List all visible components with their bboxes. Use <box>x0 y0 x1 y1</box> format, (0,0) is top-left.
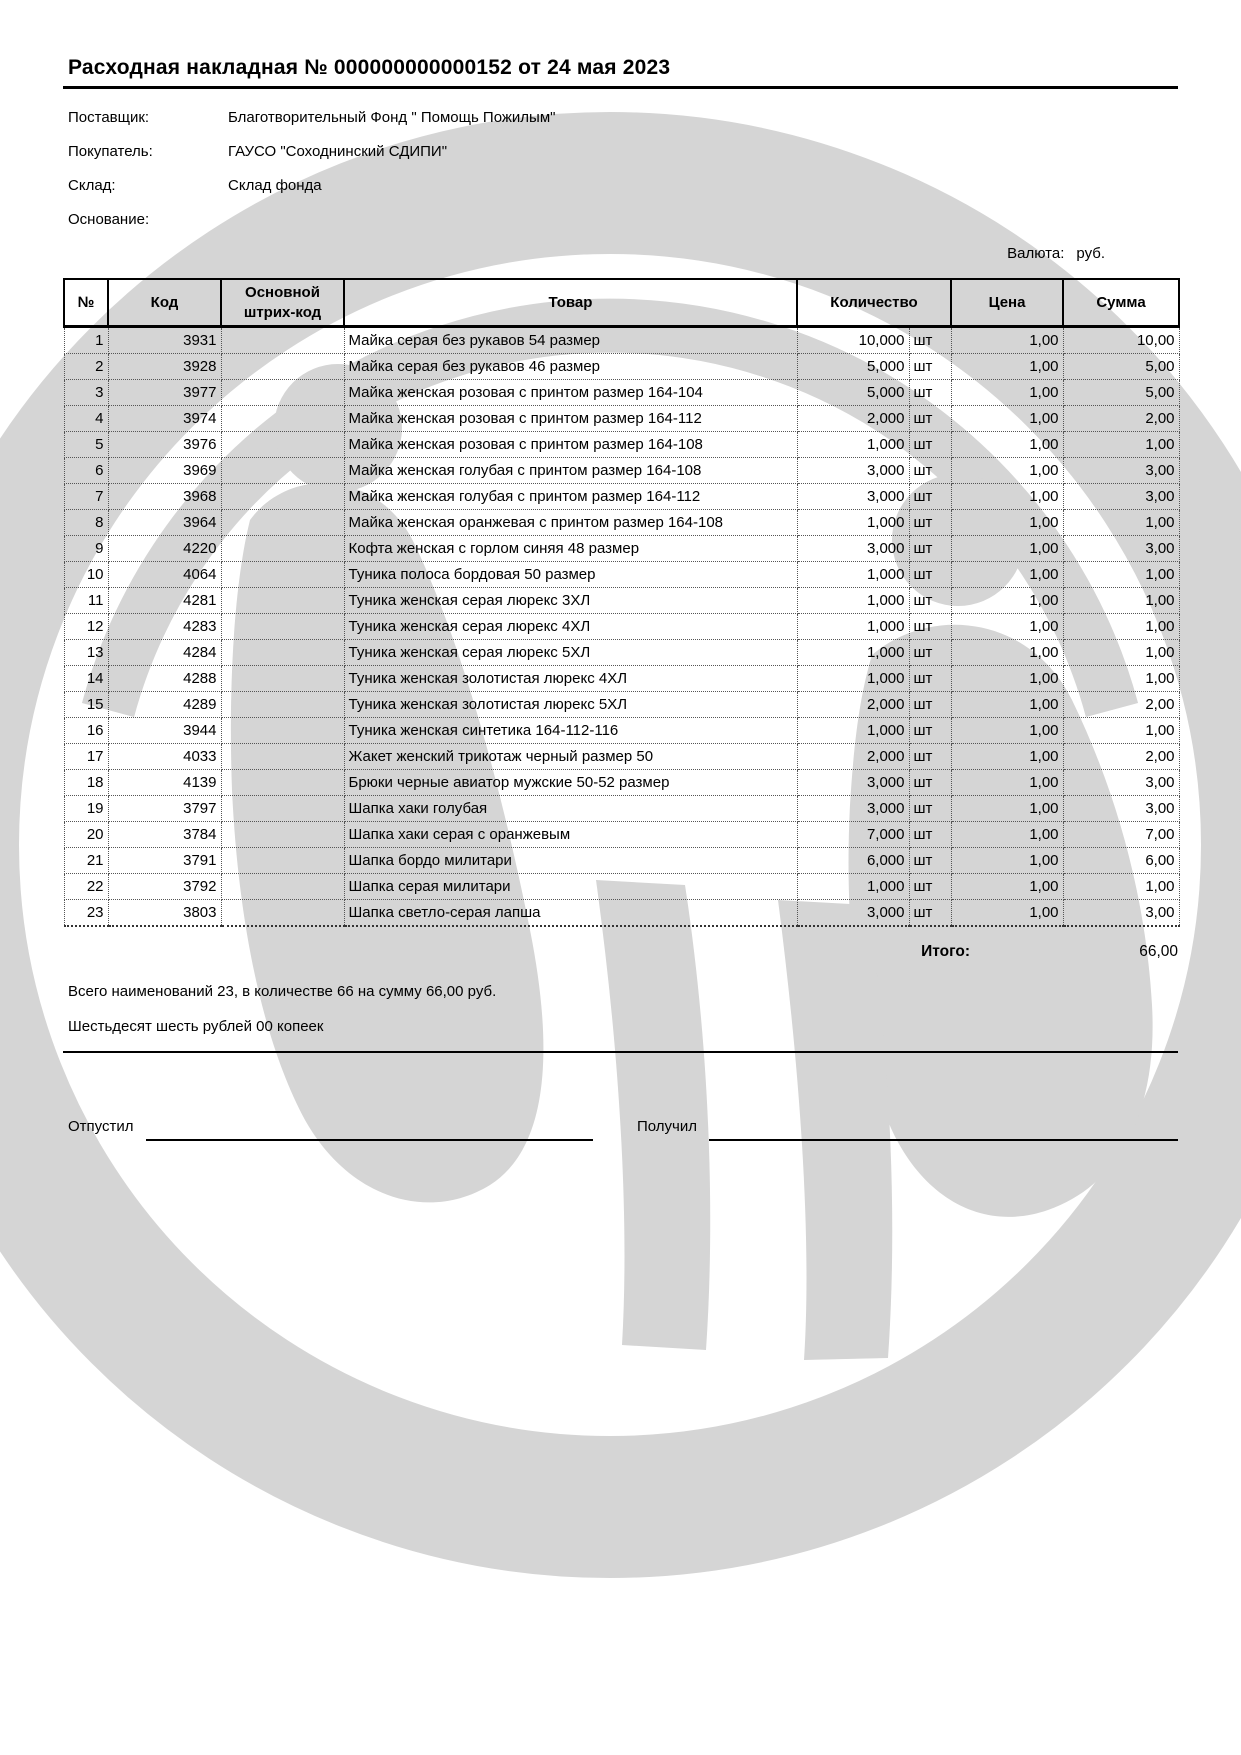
basis-value <box>228 211 1178 228</box>
cell-price: 1,00 <box>951 744 1063 770</box>
cell-sum: 3,00 <box>1063 796 1179 822</box>
cell-qty: 1,000 <box>797 432 909 458</box>
cell-barcode <box>221 484 344 510</box>
cell-barcode <box>221 744 344 770</box>
cell-name: Туника женская золотистая люрекс 4ХЛ <box>344 666 797 692</box>
document-title: Расходная накладная № 000000000000152 от 24 мая 2023 <box>63 56 1178 89</box>
cell-barcode <box>221 406 344 432</box>
cell-num: 7 <box>64 484 108 510</box>
cell-code: 3791 <box>108 848 221 874</box>
currency-value: руб. <box>1076 245 1105 262</box>
amount-in-words: Шестьдесят шесть рублей 00 копеек <box>68 1018 324 1035</box>
cell-barcode <box>221 588 344 614</box>
received-block <box>637 1117 1178 1141</box>
cell-name: Кофта женская с горлом синяя 48 размер <box>344 536 797 562</box>
cell-price: 1,00 <box>951 874 1063 900</box>
cell-sum: 1,00 <box>1063 666 1179 692</box>
cell-qty: 1,000 <box>797 640 909 666</box>
cell-unit: шт <box>909 536 951 562</box>
header-name: Товар <box>344 279 797 327</box>
cell-name: Жакет женский трикотаж черный размер 50 <box>344 744 797 770</box>
cell-qty: 2,000 <box>797 692 909 718</box>
cell-name: Шапка серая милитари <box>344 874 797 900</box>
cell-qty: 6,000 <box>797 848 909 874</box>
cell-num: 14 <box>64 666 108 692</box>
cell-num: 5 <box>64 432 108 458</box>
cell-name: Туника женская серая люрекс 3ХЛ <box>344 588 797 614</box>
supplier-value: Благотворительный Фонд " Помощь Пожилым" <box>228 109 556 126</box>
received-signature-line <box>709 1117 1178 1141</box>
cell-unit: шт <box>909 900 951 927</box>
cell-unit: шт <box>909 614 951 640</box>
cell-sum: 1,00 <box>1063 432 1179 458</box>
cell-name: Туника женская золотистая люрекс 5ХЛ <box>344 692 797 718</box>
totals-row <box>63 943 1178 961</box>
cell-sum: 1,00 <box>1063 510 1179 536</box>
table-row <box>64 536 1179 562</box>
currency-label: Валюта: <box>1007 245 1065 262</box>
cell-sum: 6,00 <box>1063 848 1179 874</box>
cell-name: Майка женская розовая с принтом размер 164-112 <box>344 406 797 432</box>
header-qty: Количество <box>797 279 951 327</box>
cell-qty: 10,000 <box>797 327 909 354</box>
cell-barcode <box>221 380 344 406</box>
table-row <box>64 666 1179 692</box>
cell-sum: 5,00 <box>1063 354 1179 380</box>
totals-value: 66,00 <box>1139 943 1178 960</box>
table-row <box>64 614 1179 640</box>
header-sum: Сумма <box>1063 279 1179 327</box>
cell-barcode <box>221 692 344 718</box>
cell-num: 10 <box>64 562 108 588</box>
cell-price: 1,00 <box>951 822 1063 848</box>
cell-code: 4139 <box>108 770 221 796</box>
header-barcode: Основной штрих-код <box>221 279 344 327</box>
warehouse-value: Склад фонда <box>228 177 322 194</box>
cell-qty: 1,000 <box>797 614 909 640</box>
summary-line: Всего наименований 23, в количестве 66 на сумму 66,00 руб. <box>68 983 497 1000</box>
table-row <box>64 692 1179 718</box>
table-row <box>64 822 1179 848</box>
cell-sum: 2,00 <box>1063 406 1179 432</box>
cell-num: 6 <box>64 458 108 484</box>
cell-unit: шт <box>909 458 951 484</box>
cell-unit: шт <box>909 432 951 458</box>
cell-price: 1,00 <box>951 484 1063 510</box>
cell-num: 12 <box>64 614 108 640</box>
cell-barcode <box>221 510 344 536</box>
totals-label: Итого: <box>921 943 970 960</box>
cell-qty: 1,000 <box>797 588 909 614</box>
received-label: Получил <box>637 1118 697 1135</box>
released-block <box>68 1117 593 1141</box>
cell-num: 22 <box>64 874 108 900</box>
cell-qty: 7,000 <box>797 822 909 848</box>
items-table <box>63 278 1180 927</box>
cell-unit: шт <box>909 744 951 770</box>
cell-price: 1,00 <box>951 327 1063 354</box>
cell-sum: 5,00 <box>1063 380 1179 406</box>
cell-qty: 3,000 <box>797 900 909 927</box>
table-row <box>64 484 1179 510</box>
cell-unit: шт <box>909 640 951 666</box>
cell-unit: шт <box>909 354 951 380</box>
cell-unit: шт <box>909 718 951 744</box>
table-row <box>64 640 1179 666</box>
cell-price: 1,00 <box>951 588 1063 614</box>
released-signature-line <box>146 1117 594 1141</box>
cell-name: Майка женская розовая с принтом размер 164-108 <box>344 432 797 458</box>
cell-num: 4 <box>64 406 108 432</box>
cell-barcode <box>221 536 344 562</box>
cell-sum: 3,00 <box>1063 536 1179 562</box>
cell-code: 3784 <box>108 822 221 848</box>
cell-price: 1,00 <box>951 510 1063 536</box>
table-row <box>64 354 1179 380</box>
cell-sum: 3,00 <box>1063 900 1179 927</box>
cell-sum: 7,00 <box>1063 822 1179 848</box>
cell-name: Майка серая без рукавов 46 размер <box>344 354 797 380</box>
cell-num: 18 <box>64 770 108 796</box>
cell-name: Брюки черные авиатор мужские 50-52 размер <box>344 770 797 796</box>
items-table-body <box>64 327 1179 927</box>
cell-sum: 3,00 <box>1063 484 1179 510</box>
cell-num: 3 <box>64 380 108 406</box>
table-row <box>64 744 1179 770</box>
signatures-row <box>63 1117 1178 1141</box>
cell-barcode <box>221 848 344 874</box>
cell-name: Майка женская голубая с принтом размер 164-108 <box>344 458 797 484</box>
table-row <box>64 327 1179 354</box>
cell-price: 1,00 <box>951 354 1063 380</box>
buyer-value: ГАУСО "Соходнинский СДИПИ" <box>228 143 448 160</box>
table-row <box>64 588 1179 614</box>
cell-code: 4064 <box>108 562 221 588</box>
cell-qty: 3,000 <box>797 536 909 562</box>
cell-price: 1,00 <box>951 458 1063 484</box>
cell-code: 3969 <box>108 458 221 484</box>
cell-sum: 3,00 <box>1063 770 1179 796</box>
cell-num: 23 <box>64 900 108 927</box>
cell-price: 1,00 <box>951 718 1063 744</box>
cell-qty: 1,000 <box>797 510 909 536</box>
cell-name: Туника полоса бордовая 50 размер <box>344 562 797 588</box>
cell-name: Шапка светло-серая лапша <box>344 900 797 927</box>
cell-code: 3931 <box>108 327 221 354</box>
cell-barcode <box>221 874 344 900</box>
cell-num: 20 <box>64 822 108 848</box>
cell-sum: 1,00 <box>1063 640 1179 666</box>
cell-qty: 1,000 <box>797 666 909 692</box>
cell-name: Майка женская розовая с принтом размер 164-104 <box>344 380 797 406</box>
cell-qty: 2,000 <box>797 744 909 770</box>
cell-unit: шт <box>909 666 951 692</box>
cell-unit: шт <box>909 327 951 354</box>
cell-unit: шт <box>909 562 951 588</box>
buyer-label: Покупатель: <box>68 143 153 160</box>
table-row <box>64 406 1179 432</box>
cell-qty: 3,000 <box>797 484 909 510</box>
header-num: № <box>64 279 108 327</box>
table-row <box>64 848 1179 874</box>
cell-sum: 10,00 <box>1063 327 1179 354</box>
cell-sum: 2,00 <box>1063 744 1179 770</box>
cell-code: 3928 <box>108 354 221 380</box>
basis-label: Основание: <box>68 211 150 228</box>
cell-qty: 1,000 <box>797 718 909 744</box>
cell-barcode <box>221 900 344 927</box>
header-price: Цена <box>951 279 1063 327</box>
cell-sum: 1,00 <box>1063 588 1179 614</box>
cell-unit: шт <box>909 510 951 536</box>
table-row <box>64 770 1179 796</box>
released-label: Отпустил <box>68 1118 134 1135</box>
cell-barcode <box>221 432 344 458</box>
cell-unit: шт <box>909 484 951 510</box>
cell-price: 1,00 <box>951 380 1063 406</box>
cell-num: 16 <box>64 718 108 744</box>
table-row <box>64 458 1179 484</box>
cell-unit: шт <box>909 406 951 432</box>
cell-name: Шапка хаки голубая <box>344 796 797 822</box>
cell-name: Шапка бордо милитари <box>344 848 797 874</box>
cell-code: 4288 <box>108 666 221 692</box>
cell-code: 3797 <box>108 796 221 822</box>
supplier-row <box>68 109 1178 126</box>
cell-price: 1,00 <box>951 666 1063 692</box>
cell-price: 1,00 <box>951 770 1063 796</box>
cell-price: 1,00 <box>951 562 1063 588</box>
cell-name: Туника женская серая люрекс 4ХЛ <box>344 614 797 640</box>
cell-sum: 3,00 <box>1063 458 1179 484</box>
cell-code: 4284 <box>108 640 221 666</box>
cell-barcode <box>221 666 344 692</box>
cell-barcode <box>221 640 344 666</box>
header-code: Код <box>108 279 221 327</box>
table-row <box>64 796 1179 822</box>
cell-name: Шапка хаки серая с оранжевым <box>344 822 797 848</box>
cell-num: 1 <box>64 327 108 354</box>
table-row <box>64 874 1179 900</box>
cell-num: 9 <box>64 536 108 562</box>
cell-num: 8 <box>64 510 108 536</box>
cell-code: 3792 <box>108 874 221 900</box>
cell-num: 21 <box>64 848 108 874</box>
cell-num: 19 <box>64 796 108 822</box>
basis-row <box>68 211 1178 228</box>
cell-barcode <box>221 718 344 744</box>
cell-qty: 1,000 <box>797 874 909 900</box>
table-row <box>64 562 1179 588</box>
cell-name: Майка женская голубая с принтом размер 164-112 <box>344 484 797 510</box>
cell-sum: 2,00 <box>1063 692 1179 718</box>
cell-unit: шт <box>909 770 951 796</box>
cell-price: 1,00 <box>951 536 1063 562</box>
cell-barcode <box>221 770 344 796</box>
cell-barcode <box>221 796 344 822</box>
supplier-label: Поставщик: <box>68 109 150 126</box>
cell-code: 3976 <box>108 432 221 458</box>
cell-code: 4033 <box>108 744 221 770</box>
cell-unit: шт <box>909 692 951 718</box>
cell-barcode <box>221 458 344 484</box>
cell-code: 3974 <box>108 406 221 432</box>
cell-price: 1,00 <box>951 796 1063 822</box>
currency-row <box>63 245 1178 262</box>
cell-sum: 1,00 <box>1063 718 1179 744</box>
cell-code: 4281 <box>108 588 221 614</box>
cell-code: 3964 <box>108 510 221 536</box>
cell-unit: шт <box>909 796 951 822</box>
cell-price: 1,00 <box>951 432 1063 458</box>
cell-code: 3944 <box>108 718 221 744</box>
cell-code: 3977 <box>108 380 221 406</box>
cell-qty: 5,000 <box>797 380 909 406</box>
buyer-row <box>68 143 1178 160</box>
cell-code: 3968 <box>108 484 221 510</box>
cell-barcode <box>221 327 344 354</box>
cell-num: 13 <box>64 640 108 666</box>
cell-sum: 1,00 <box>1063 874 1179 900</box>
cell-price: 1,00 <box>951 692 1063 718</box>
warehouse-label: Склад: <box>68 177 116 194</box>
cell-unit: шт <box>909 822 951 848</box>
cell-unit: шт <box>909 874 951 900</box>
cell-barcode <box>221 822 344 848</box>
cell-name: Майка женская оранжевая с принтом размер 164-108 <box>344 510 797 536</box>
cell-qty: 1,000 <box>797 562 909 588</box>
cell-num: 11 <box>64 588 108 614</box>
cell-code: 4283 <box>108 614 221 640</box>
table-row <box>64 718 1179 744</box>
table-row <box>64 432 1179 458</box>
cell-num: 17 <box>64 744 108 770</box>
footer-divider <box>63 1051 1178 1053</box>
items-table-header <box>64 279 1179 327</box>
cell-name: Майка серая без рукавов 54 размер <box>344 327 797 354</box>
cell-sum: 1,00 <box>1063 614 1179 640</box>
cell-sum: 1,00 <box>1063 562 1179 588</box>
table-row <box>64 380 1179 406</box>
warehouse-row <box>68 177 1178 194</box>
cell-qty: 3,000 <box>797 796 909 822</box>
cell-price: 1,00 <box>951 640 1063 666</box>
cell-price: 1,00 <box>951 406 1063 432</box>
cell-num: 15 <box>64 692 108 718</box>
cell-name: Туника женская синтетика 164-112-116 <box>344 718 797 744</box>
cell-code: 4220 <box>108 536 221 562</box>
cell-qty: 3,000 <box>797 770 909 796</box>
cell-code: 4289 <box>108 692 221 718</box>
cell-barcode <box>221 614 344 640</box>
cell-price: 1,00 <box>951 614 1063 640</box>
cell-price: 1,00 <box>951 848 1063 874</box>
cell-name: Туника женская серая люрекс 5ХЛ <box>344 640 797 666</box>
cell-unit: шт <box>909 588 951 614</box>
cell-barcode <box>221 562 344 588</box>
cell-barcode <box>221 354 344 380</box>
cell-unit: шт <box>909 848 951 874</box>
cell-qty: 5,000 <box>797 354 909 380</box>
table-row <box>64 510 1179 536</box>
cell-qty: 2,000 <box>797 406 909 432</box>
cell-num: 2 <box>64 354 108 380</box>
cell-code: 3803 <box>108 900 221 927</box>
cell-unit: шт <box>909 380 951 406</box>
table-row <box>64 900 1179 927</box>
cell-qty: 3,000 <box>797 458 909 484</box>
cell-price: 1,00 <box>951 900 1063 927</box>
